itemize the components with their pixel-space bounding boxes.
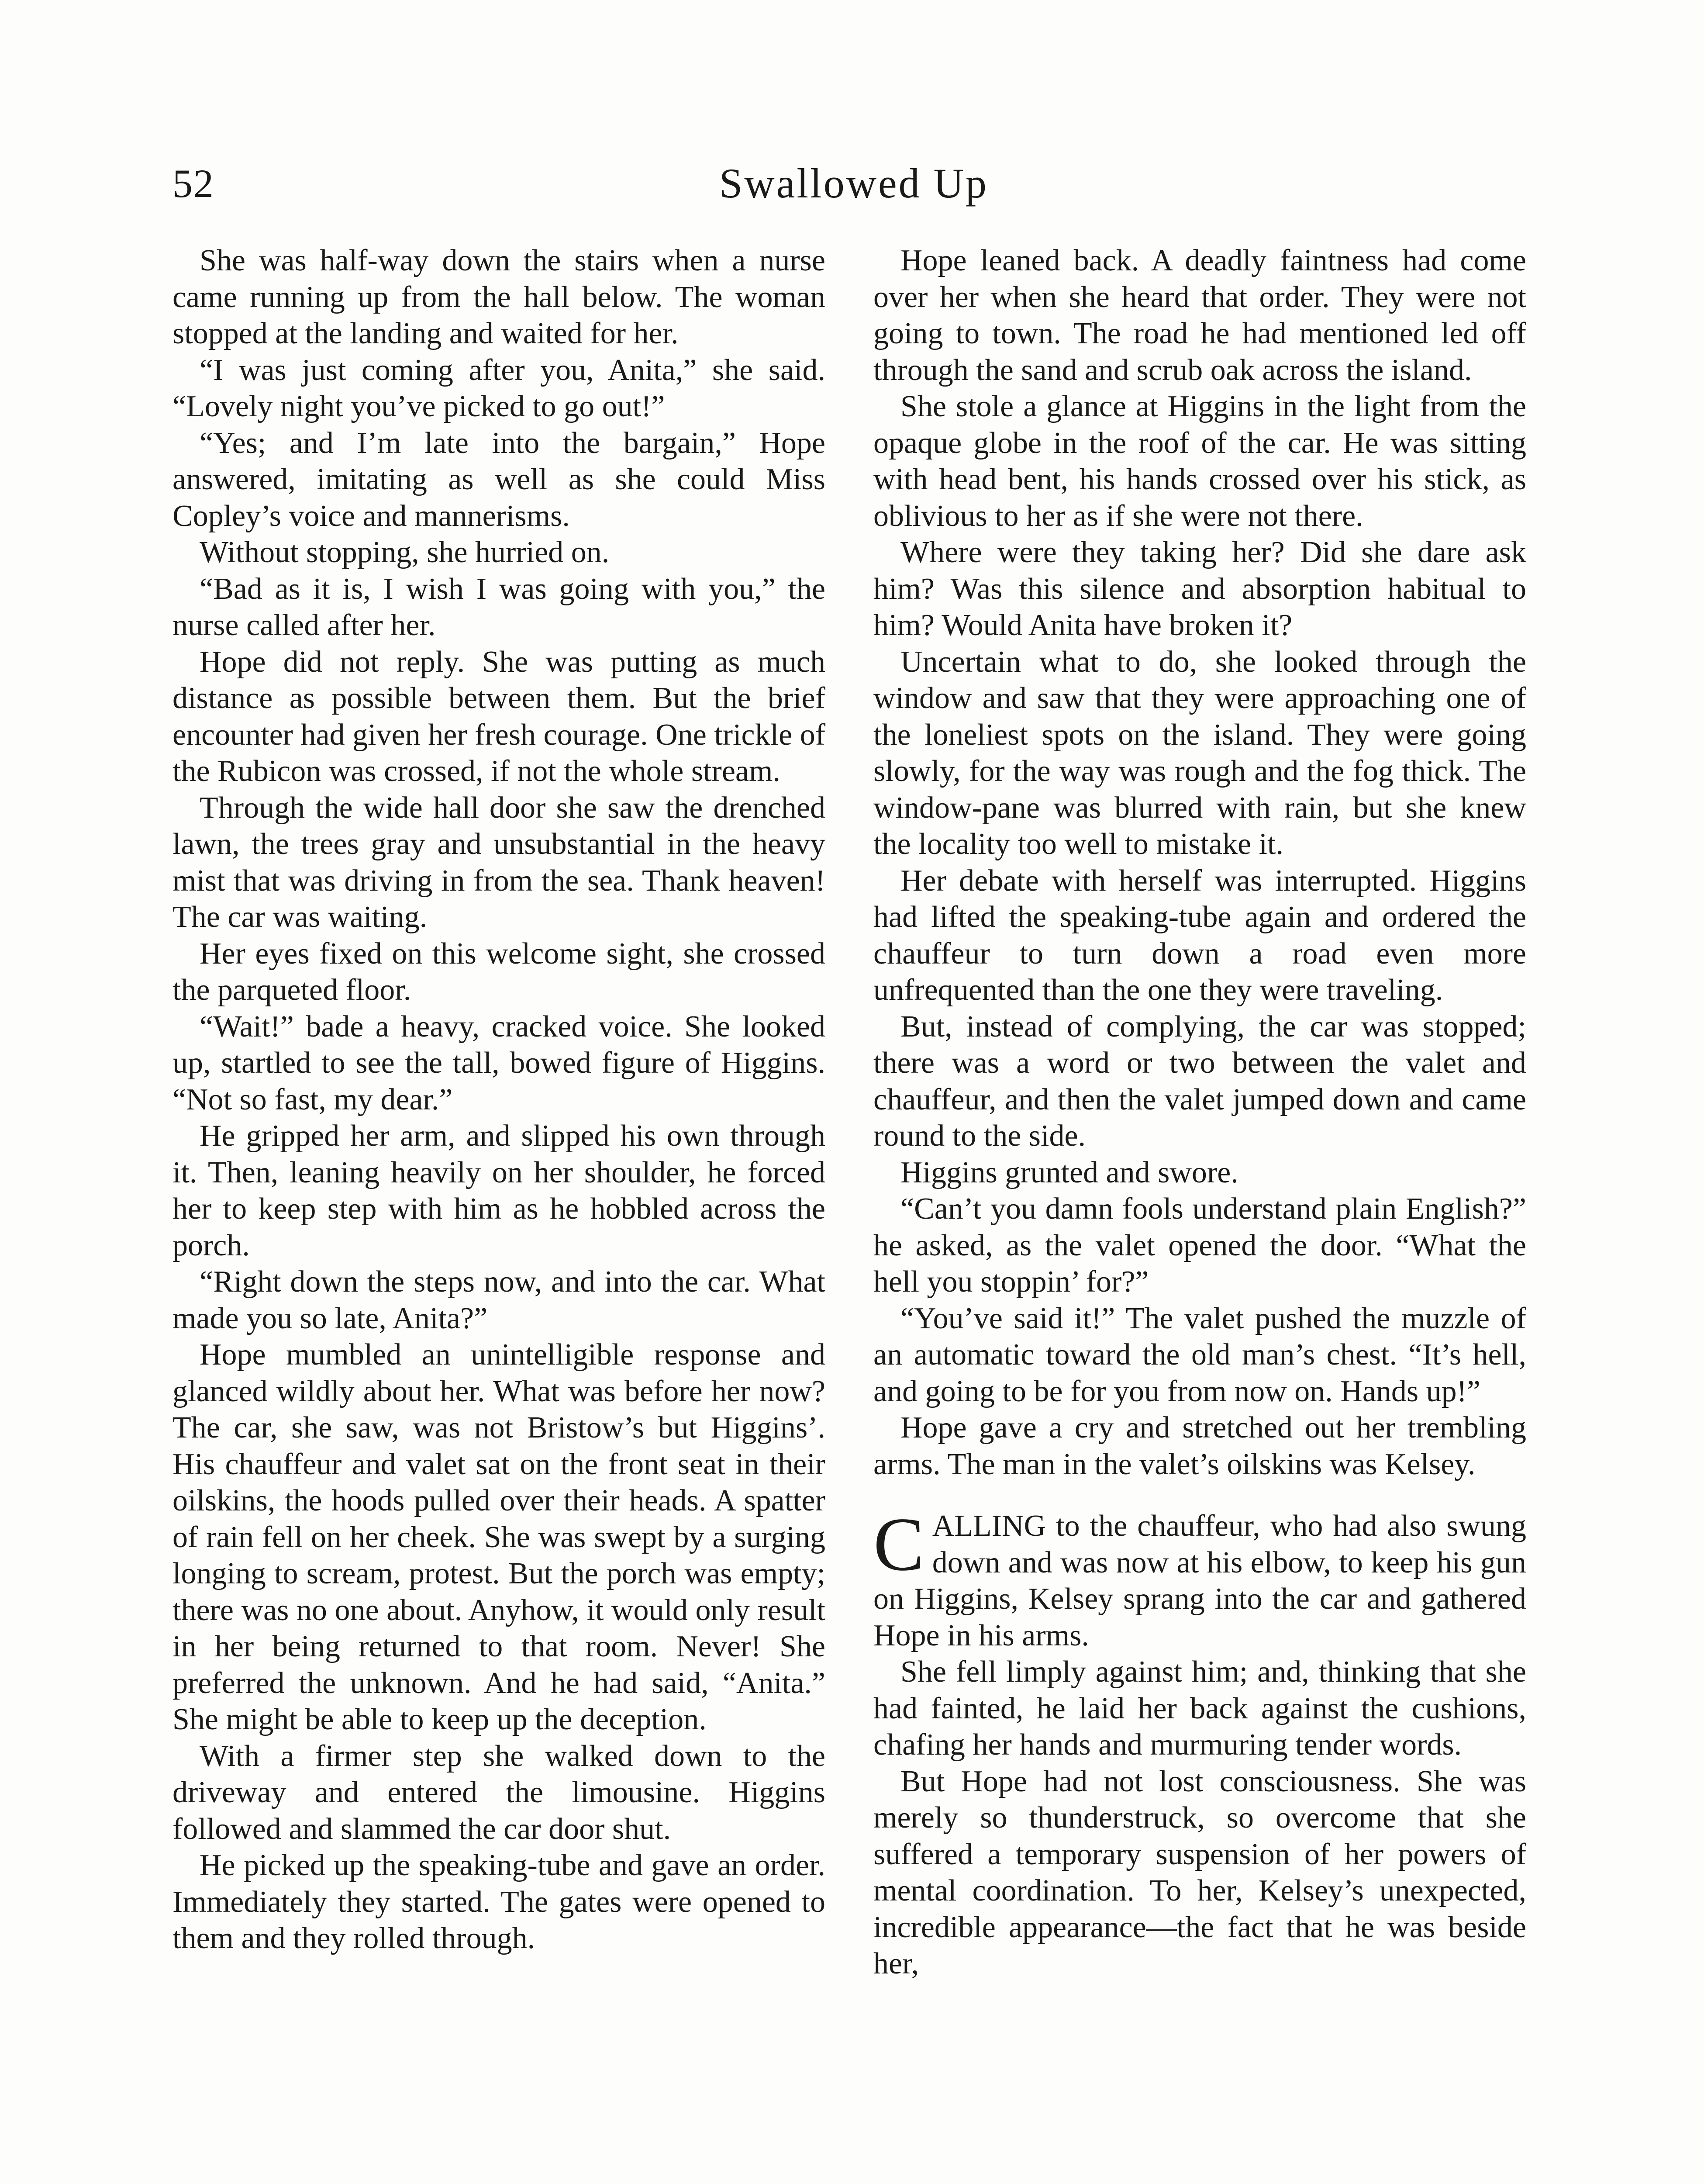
running-head [172, 153, 1535, 214]
paragraph: Hope did not reply. She was putting as much distance as possible between them. But the brief encounter had given her fresh courage. One trickle of the Rubicon was crossed, if not the whole stream. [172, 645, 825, 788]
paragraph: She fell limply against him; and, thinking that she had fainted, he laid her back against the cushions, chafing her hands and murmuring tender words. [873, 1655, 1526, 1762]
paragraph: Hope gave a cry and stretched out her trembling arms. The man in the valet’s oilskins was Kelsey. [873, 1411, 1526, 1481]
paragraph: “You’ve said it!” The valet pushed the muzzle of an automatic toward the old man’s chest. “It’s hell, and going to be for you from now on. Hands up!” [873, 1301, 1526, 1408]
paragraph: Her debate with herself was interrupted. Higgins had lifted the speaking-tube again and ordered the chauffeur to turn down a road even more unfrequented than the one they were traveling. [873, 864, 1526, 1007]
paragraph: “Wait!” bade a heavy, cracked voice. She looked up, startled to see the tall, bowed figure of Higgins. “Not so fast, my dear.” [172, 1009, 825, 1116]
paragraph: Without stopping, she hurried on. [200, 536, 610, 569]
section-opening-paragraph [873, 1502, 1526, 1654]
paragraph: With a firmer step she walked down to the driveway and entered the limousine. Higgins followed and slammed the car door shut. [172, 1739, 825, 1846]
paragraph: She stole a glance at Higgins in the light from the opaque globe in the roof of the car. He was sitting with head bent, his hands crossed over his stick, as oblivious to her as if she were not there. [873, 390, 1526, 533]
paragraph: Hope leaned back. A deadly faintness had come over her when she heard that order. They were not going to town. The road he had mentioned led off through the sand and scrub oak across the island. [873, 244, 1526, 387]
paragraph: He picked up the speaking-tube and gave an order. Immediately they started. The gates were opened to them and they rolled through. [172, 1849, 825, 1955]
paragraph: She was half-way down the stairs when a nurse came running up from the hall below. The woman stopped at the landing and waited for her. [172, 244, 825, 350]
paragraph: But Hope had not lost consciousness. She was merely so thunderstruck, so overcome that she suffered a temporary suspension of her powers of mental coordination. To her, Kelsey’s unexpected, incredible appearance—the fact that he was beside her, [873, 1764, 1526, 1980]
paragraph: Uncertain what to do, she looked through the window and saw that they were approaching one of the loneliest spots on the island. They were going slowly, for the way was rough and the fog thick. The window-pane was blurred with rain, but she knew the locality too well to mistake it. [873, 645, 1526, 861]
paragraph: “Yes; and I’m late into the bargain,” Hope answered, imitating as well as she could Miss Copley’s voice and mannerisms. [172, 426, 825, 533]
paragraph: Hope mumbled an unintelligible response and glanced wildly about her. What was before her now? The car, she saw, was not Bristow’s but Higgins’. His chauffeur and valet sat on the front seat in their oilskins, the hoods pulled over their heads. A spatter of rain fell on her cheek. She was swept by a surging longing to scream, protest. But the porch was empty; there was no one about. Anyhow, it would only result in her being returned to that room. Never! She preferred the unknown. And he had said, “Anita.” She might be able to keep up the deception. [172, 1338, 825, 1736]
drop-cap: C [873, 1502, 924, 1586]
paragraph: Through the wide hall door she saw the drenched lawn, the trees gray and unsubstantial in the heavy mist that was driving in from the sea. Thank heaven! The car was waiting. [172, 791, 825, 934]
section-opening-text: ALLING to the chauffeur, who had also swung down and was now at his elbow, to keep his gun on Higgins, Kelsey sprang into the car and gathered Hope in his arms. [873, 1509, 1526, 1652]
paragraph: “Can’t you damn fools understand plain English?” he asked, as the valet opened the door. “What the hell you stoppin’ for?” [873, 1192, 1526, 1299]
paragraph: He gripped her arm, and slipped his own through it. Then, leaning heavily on her shoulder, he forced her to keep step with him as he hobbled across the porch. [172, 1119, 825, 1262]
page-number: 52 [172, 161, 214, 206]
right-column [873, 242, 1526, 1982]
paragraph: “Right down the steps now, and into the car. What made you so late, Anita?” [172, 1265, 825, 1335]
paragraph: “Bad as it is, I wish I was going with you,” the nurse called after her. [172, 572, 825, 642]
paragraph: “I was just coming after you, Anita,” she said. “Lovely night you’ve picked to go out!” [172, 353, 825, 423]
left-column [172, 242, 825, 1957]
paragraph: But, instead of complying, the car was stopped; there was a word or two between the valet and chauffeur, and then the valet jumped down and came round to the side. [873, 1009, 1526, 1153]
paragraph: Where were they taking her? Did she dare ask him? Was this silence and absorption habitual to him? Would Anita have broken it? [873, 536, 1526, 642]
paragraph: Higgins grunted and swore. [900, 1155, 1238, 1189]
paragraph: Her eyes fixed on this welcome sight, she crossed the parqueted floor. [172, 936, 825, 1007]
running-title: Swallowed Up [719, 160, 988, 207]
